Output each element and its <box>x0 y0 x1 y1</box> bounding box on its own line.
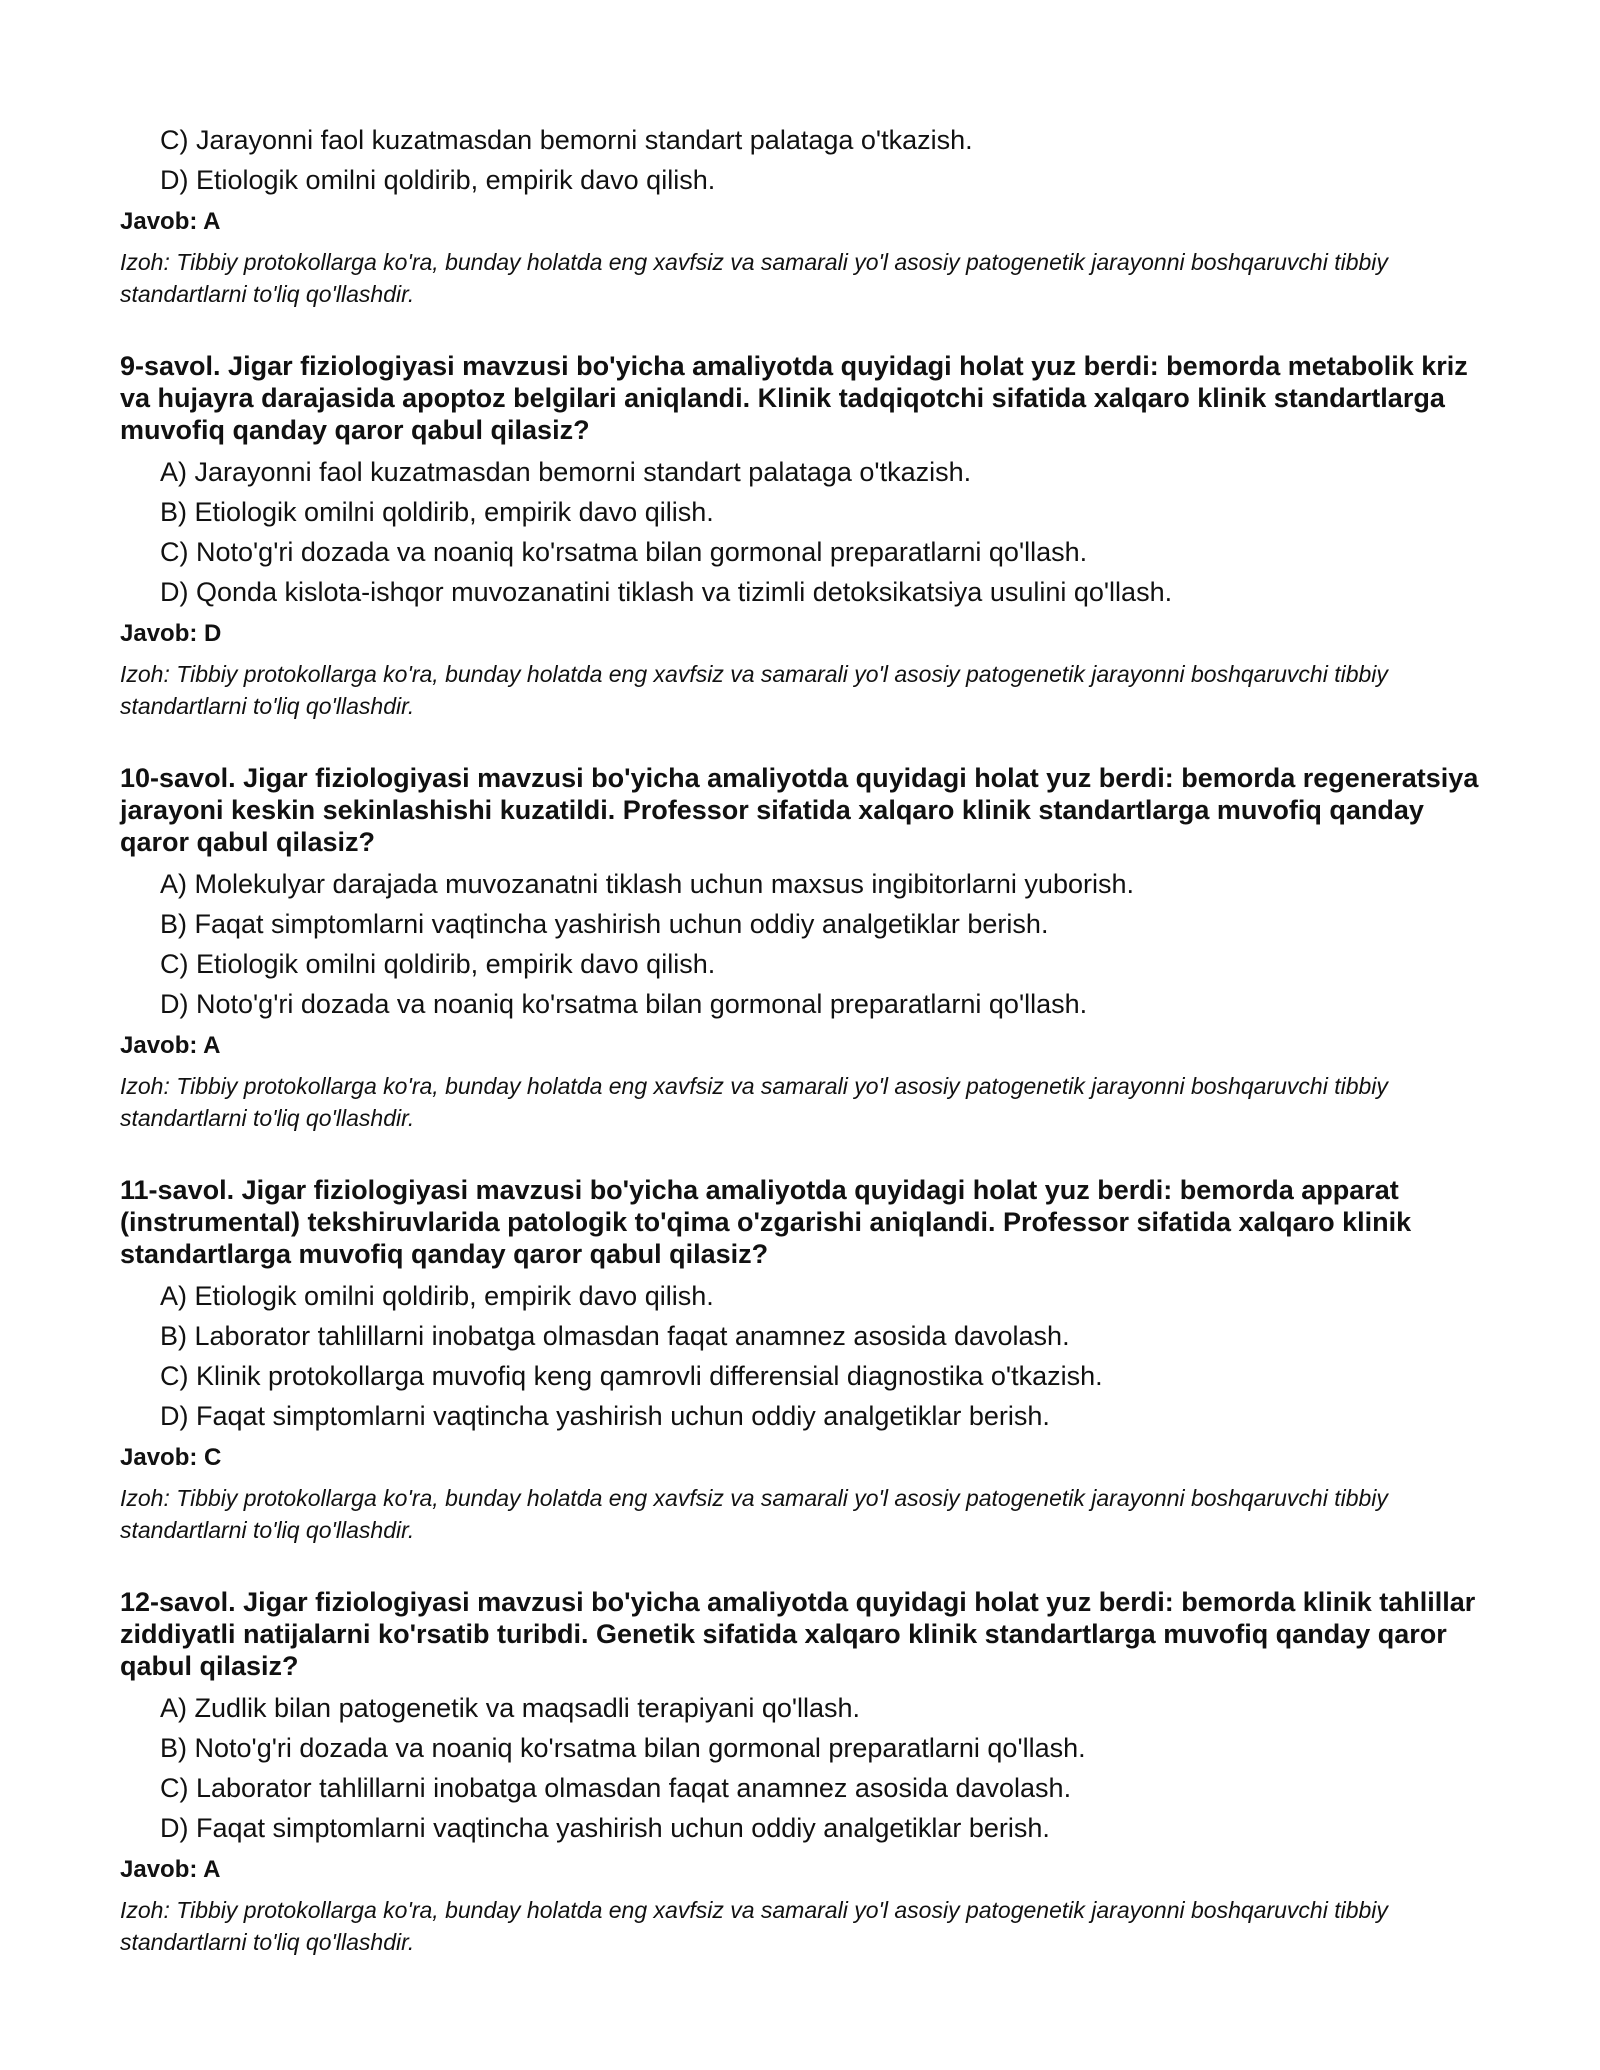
option-a: A) Zudlik bilan patogenetik va maqsadli terapiyani qo'llash. <box>160 1693 861 1723</box>
option-d: D) Faqat simptomlarni vaqtincha yashirish uchun oddiy analgetiklar berish. <box>160 1401 1050 1431</box>
answer-label: Javob: A <box>120 1032 221 1059</box>
option-b: B) Laborator tahlillarni inobatga olmasdan faqat anamnez asosida davolash. <box>160 1321 1070 1351</box>
answer-label: Javob: A <box>120 208 221 235</box>
question-11 <box>120 1174 1500 1546</box>
option-b: B) Faqat simptomlarni vaqtincha yashirish uchun oddiy analgetiklar berish. <box>160 909 1049 939</box>
options-list <box>120 120 1500 200</box>
answer-label: Javob: C <box>120 1444 222 1471</box>
option-d: D) Noto'g'ri dozada va noaniq ko'rsatma bilan gormonal preparatlarni qo'llash. <box>160 989 1088 1019</box>
answer-label: Javob: D <box>120 620 222 647</box>
question-12 <box>120 1586 1500 1958</box>
option-d: D) Etiologik omilni qoldirib, empirik davo qilish. <box>160 165 716 195</box>
option-c: C) Klinik protokollarga muvofiq keng qamrovli differensial diagnostika o'tkazish. <box>160 1361 1103 1391</box>
document-page <box>120 120 1500 1958</box>
option-c: C) Jarayonni faol kuzatmasdan bemorni standart palataga o'tkazish. <box>160 125 973 155</box>
answer-label: Javob: A <box>120 1856 221 1883</box>
option-c: C) Etiologik omilni qoldirib, empirik davo qilish. <box>160 949 716 979</box>
question-10 <box>120 762 1500 1134</box>
option-a: A) Molekulyar darajada muvozanatni tiklash uchun maxsus ingibitorlarni yuborish. <box>160 869 1134 899</box>
question-text: 9-savol. Jigar fiziologiyasi mavzusi bo'yicha amaliyotda quyidagi holat yuz berdi: bemorda metabolik kriz va hujayra darajasida apoptoz belgilari aniqlandi. Klinik tadqiqotchi sifatida xalqaro klinik standartlarga muvofiq qanday qaror qabul qilasiz? <box>120 351 1468 445</box>
options-list <box>120 864 1500 1024</box>
option-a: A) Jarayonni faol kuzatmasdan bemorni standart palataga o'tkazish. <box>160 457 972 487</box>
option-d: D) Qonda kislota-ishqor muvozanatini tiklash va tizimli detoksikatsiya usulini qo'llash. <box>160 577 1173 607</box>
explanation-note: Izoh: Tibbiy protokollarga ko'ra, bunday holatda eng xavfsiz va samarali yo'l asosiy patogenetik jarayonni boshqaruvchi tibbiy standartlarni to'liq qo'llashdir. <box>120 249 1388 307</box>
question-text: 10-savol. Jigar fiziologiyasi mavzusi bo'yicha amaliyotda quyidagi holat yuz berdi: bemorda regeneratsiya jarayoni keskin sekinlashishi kuzatildi. Professor sifatida xalqaro klinik standartlarga muvofiq qanday qaror qabul qilasiz? <box>120 763 1479 857</box>
option-c: C) Noto'g'ri dozada va noaniq ko'rsatma bilan gormonal preparatlarni qo'llash. <box>160 537 1088 567</box>
partial-question-8 <box>120 120 1500 310</box>
explanation-note: Izoh: Tibbiy protokollarga ko'ra, bunday holatda eng xavfsiz va samarali yo'l asosiy patogenetik jarayonni boshqaruvchi tibbiy standartlarni to'liq qo'llashdir. <box>120 661 1388 719</box>
explanation-note: Izoh: Tibbiy protokollarga ko'ra, bunday holatda eng xavfsiz va samarali yo'l asosiy patogenetik jarayonni boshqaruvchi tibbiy standartlarni to'liq qo'llashdir. <box>120 1073 1388 1131</box>
options-list <box>120 452 1500 612</box>
options-list <box>120 1276 1500 1436</box>
option-d: D) Faqat simptomlarni vaqtincha yashirish uchun oddiy analgetiklar berish. <box>160 1813 1050 1843</box>
question-9 <box>120 350 1500 722</box>
options-list <box>120 1688 1500 1848</box>
question-text: 11-savol. Jigar fiziologiyasi mavzusi bo'yicha amaliyotda quyidagi holat yuz berdi: bemorda apparat (instrumental) tekshiruvlarida patologik to'qima o'zgarishi aniqlandi. Professor sifatida xalqaro klinik standartlarga muvofiq qanday qaror qabul qilasiz? <box>120 1175 1412 1269</box>
explanation-note: Izoh: Tibbiy protokollarga ko'ra, bunday holatda eng xavfsiz va samarali yo'l asosiy patogenetik jarayonni boshqaruvchi tibbiy standartlarni to'liq qo'llashdir. <box>120 1485 1388 1543</box>
option-b: B) Noto'g'ri dozada va noaniq ko'rsatma bilan gormonal preparatlarni qo'llash. <box>160 1733 1086 1763</box>
question-text: 12-savol. Jigar fiziologiyasi mavzusi bo'yicha amaliyotda quyidagi holat yuz berdi: bemorda klinik tahlillar ziddiyatli natijalarni ko'rsatib turibdi. Genetik sifatida xalqaro klinik standartlarga muvofiq qanday qaror qabul qilasiz? <box>120 1587 1476 1681</box>
option-c: C) Laborator tahlillarni inobatga olmasdan faqat anamnez asosida davolash. <box>160 1773 1072 1803</box>
explanation-note: Izoh: Tibbiy protokollarga ko'ra, bunday holatda eng xavfsiz va samarali yo'l asosiy patogenetik jarayonni boshqaruvchi tibbiy standartlarni to'liq qo'llashdir. <box>120 1897 1388 1955</box>
option-b: B) Etiologik omilni qoldirib, empirik davo qilish. <box>160 497 714 527</box>
option-a: A) Etiologik omilni qoldirib, empirik davo qilish. <box>160 1281 714 1311</box>
